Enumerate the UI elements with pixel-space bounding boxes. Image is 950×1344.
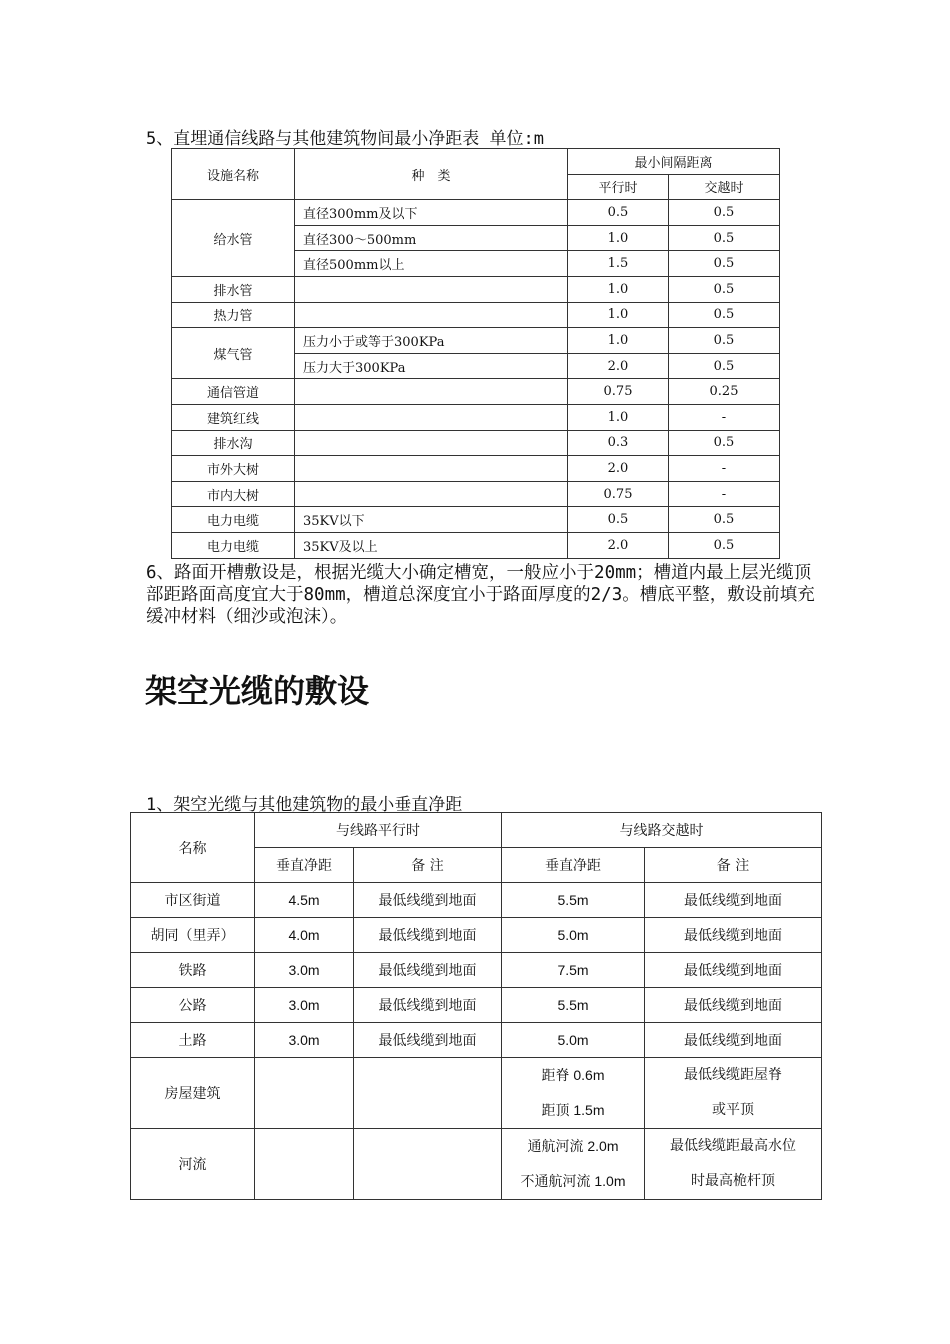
parallel-cell: 1.0 <box>568 328 669 354</box>
crossing-note-line: 或平顶 <box>712 1102 754 1118</box>
parallel-note-cell <box>354 1058 502 1129</box>
table-row <box>131 988 822 1023</box>
aerial-clearance-table <box>130 812 822 1200</box>
parallel-distance-cell: 4.0m <box>255 918 354 953</box>
name-cell: 铁路 <box>131 953 255 988</box>
parallel-distance-cell: 3.0m <box>255 953 354 988</box>
type-cell <box>295 481 568 507</box>
table-row <box>172 456 780 482</box>
header-parallel-group: 与线路平行时 <box>255 813 502 848</box>
parallel-note-cell: 最低线缆到地面 <box>354 883 502 918</box>
table-row <box>131 883 822 918</box>
parallel-cell: 2.0 <box>568 532 669 558</box>
header-remark-crossing: 备 注 <box>645 848 822 883</box>
parallel-cell: 1.0 <box>568 225 669 251</box>
table-row <box>172 507 780 533</box>
facility-cell: 排水沟 <box>172 430 295 456</box>
crossing-note-cell: 最低线缆到地面 <box>645 918 822 953</box>
table-caption-direct-buried: 5、直埋通信线路与其他建筑物间最小净距表 单位:m <box>146 129 544 149</box>
paragraph-trench-laying: 6、路面开槽敷设是，根据光缆大小确定槽宽，一般应小于20mm；槽道内最上层光缆顶部距路面高度宜大于80mm，槽道总深度宜小于路面厚度的2/3。槽底平整，敷设前填充缓冲材料（细沙或泡沫）。 <box>146 563 815 627</box>
type-cell: 35KV以下 <box>295 507 568 533</box>
type-cell: 直径300～500mm <box>295 225 568 251</box>
crossing-distance-cell: 5.5m <box>502 988 645 1023</box>
table-caption-aerial: 1、架空光缆与其他建筑物的最小垂直净距 <box>146 795 463 815</box>
type-cell <box>295 404 568 430</box>
type-cell: 直径300mm及以下 <box>295 200 568 226</box>
table-row <box>172 200 780 226</box>
header-type: 种 类 <box>295 149 568 200</box>
facility-cell: 给水管 <box>172 200 295 277</box>
crossing-note-cell <box>645 1058 822 1129</box>
crossing-cell: - <box>669 404 780 430</box>
table-row <box>131 1058 822 1129</box>
parallel-cell: 0.75 <box>568 481 669 507</box>
crossing-cell: 0.5 <box>669 225 780 251</box>
parallel-note-cell <box>354 1129 502 1200</box>
parallel-cell: 0.75 <box>568 379 669 405</box>
crossing-distance-cell: 5.5m <box>502 883 645 918</box>
facility-cell: 市内大树 <box>172 481 295 507</box>
header-vertical-crossing: 垂直净距 <box>502 848 645 883</box>
table-row <box>131 1129 822 1200</box>
parallel-cell: 0.5 <box>568 507 669 533</box>
crossing-cell: 0.5 <box>669 353 780 379</box>
facility-cell: 电力电缆 <box>172 507 295 533</box>
type-cell <box>295 379 568 405</box>
crossing-distance-line: 不通航河流 1.0m <box>520 1173 626 1189</box>
parallel-cell: 1.0 <box>568 276 669 302</box>
header-name: 名称 <box>131 813 255 883</box>
crossing-note-cell <box>645 1129 822 1200</box>
header-facility: 设施名称 <box>172 149 295 200</box>
header-remark-parallel: 备 注 <box>354 848 502 883</box>
crossing-cell: 0.5 <box>669 430 780 456</box>
table-row <box>172 276 780 302</box>
crossing-cell: - <box>669 456 780 482</box>
table-row <box>172 532 780 558</box>
facility-cell: 排水管 <box>172 276 295 302</box>
crossing-cell: 0.5 <box>669 302 780 328</box>
facility-cell: 煤气管 <box>172 328 295 379</box>
type-cell: 直径500mm以上 <box>295 251 568 277</box>
header-crossing-group: 与线路交越时 <box>502 813 822 848</box>
crossing-distance-line: 距脊 0.6m <box>541 1067 605 1083</box>
crossing-distance-cell: 7.5m <box>502 953 645 988</box>
parallel-distance-cell <box>255 1129 354 1200</box>
header-vertical-parallel: 垂直净距 <box>255 848 354 883</box>
crossing-distance-cell <box>502 1058 645 1129</box>
table-row <box>131 1023 822 1058</box>
crossing-distance-line: 距顶 1.5m <box>541 1102 605 1118</box>
crossing-distance-line: 通航河流 2.0m <box>527 1138 619 1154</box>
table-row <box>131 918 822 953</box>
facility-cell: 通信管道 <box>172 379 295 405</box>
crossing-note-line: 时最高桅杆顶 <box>691 1173 775 1189</box>
crossing-cell: - <box>669 481 780 507</box>
direct-buried-clearance-table <box>171 148 780 559</box>
parallel-distance-cell: 3.0m <box>255 1023 354 1058</box>
table-row <box>131 953 822 988</box>
name-cell: 胡同（里弄） <box>131 918 255 953</box>
table-row <box>172 430 780 456</box>
parallel-note-cell: 最低线缆到地面 <box>354 1023 502 1058</box>
crossing-cell: 0.5 <box>669 200 780 226</box>
table-row <box>172 481 780 507</box>
table-row <box>172 302 780 328</box>
name-cell: 房屋建筑 <box>131 1058 255 1129</box>
name-cell: 河流 <box>131 1129 255 1200</box>
header-crossing: 交越时 <box>669 174 780 200</box>
parallel-distance-cell: 4.5m <box>255 883 354 918</box>
type-cell <box>295 276 568 302</box>
type-cell <box>295 302 568 328</box>
type-cell <box>295 430 568 456</box>
facility-cell: 市外大树 <box>172 456 295 482</box>
crossing-note-line: 最低线缆距最高水位 <box>670 1138 796 1154</box>
crossing-distance-cell: 5.0m <box>502 1023 645 1058</box>
name-cell: 市区街道 <box>131 883 255 918</box>
name-cell: 土路 <box>131 1023 255 1058</box>
name-cell: 公路 <box>131 988 255 1023</box>
parallel-cell: 0.5 <box>568 200 669 226</box>
crossing-cell: 0.5 <box>669 532 780 558</box>
header-parallel: 平行时 <box>568 174 669 200</box>
parallel-cell: 2.0 <box>568 353 669 379</box>
section-heading: 架空光缆的敷设 <box>145 672 370 710</box>
crossing-note-cell: 最低线缆到地面 <box>645 988 822 1023</box>
crossing-note-cell: 最低线缆到地面 <box>645 883 822 918</box>
parallel-note-cell: 最低线缆到地面 <box>354 918 502 953</box>
type-cell <box>295 456 568 482</box>
facility-cell: 建筑红线 <box>172 404 295 430</box>
parallel-cell: 1.0 <box>568 302 669 328</box>
crossing-cell: 0.5 <box>669 507 780 533</box>
parallel-note-cell: 最低线缆到地面 <box>354 953 502 988</box>
parallel-cell: 0.3 <box>568 430 669 456</box>
crossing-distance-cell: 5.0m <box>502 918 645 953</box>
header-min-gap: 最小间隔距离 <box>568 149 780 175</box>
parallel-note-cell: 最低线缆到地面 <box>354 988 502 1023</box>
parallel-cell: 1.0 <box>568 404 669 430</box>
parallel-distance-cell: 3.0m <box>255 988 354 1023</box>
crossing-note-line: 最低线缆距屋脊 <box>684 1067 782 1083</box>
table-row <box>172 379 780 405</box>
crossing-cell: 0.5 <box>669 251 780 277</box>
crossing-distance-cell <box>502 1129 645 1200</box>
table-row <box>172 328 780 354</box>
crossing-note-cell: 最低线缆到地面 <box>645 1023 822 1058</box>
type-cell: 压力大于300KPa <box>295 353 568 379</box>
facility-cell: 电力电缆 <box>172 532 295 558</box>
crossing-cell: 0.25 <box>669 379 780 405</box>
facility-cell: 热力管 <box>172 302 295 328</box>
crossing-cell: 0.5 <box>669 328 780 354</box>
type-cell: 压力小于或等于300KPa <box>295 328 568 354</box>
parallel-distance-cell <box>255 1058 354 1129</box>
parallel-cell: 2.0 <box>568 456 669 482</box>
crossing-cell: 0.5 <box>669 276 780 302</box>
type-cell: 35KV及以上 <box>295 532 568 558</box>
table-row <box>172 404 780 430</box>
crossing-note-cell: 最低线缆到地面 <box>645 953 822 988</box>
parallel-cell: 1.5 <box>568 251 669 277</box>
